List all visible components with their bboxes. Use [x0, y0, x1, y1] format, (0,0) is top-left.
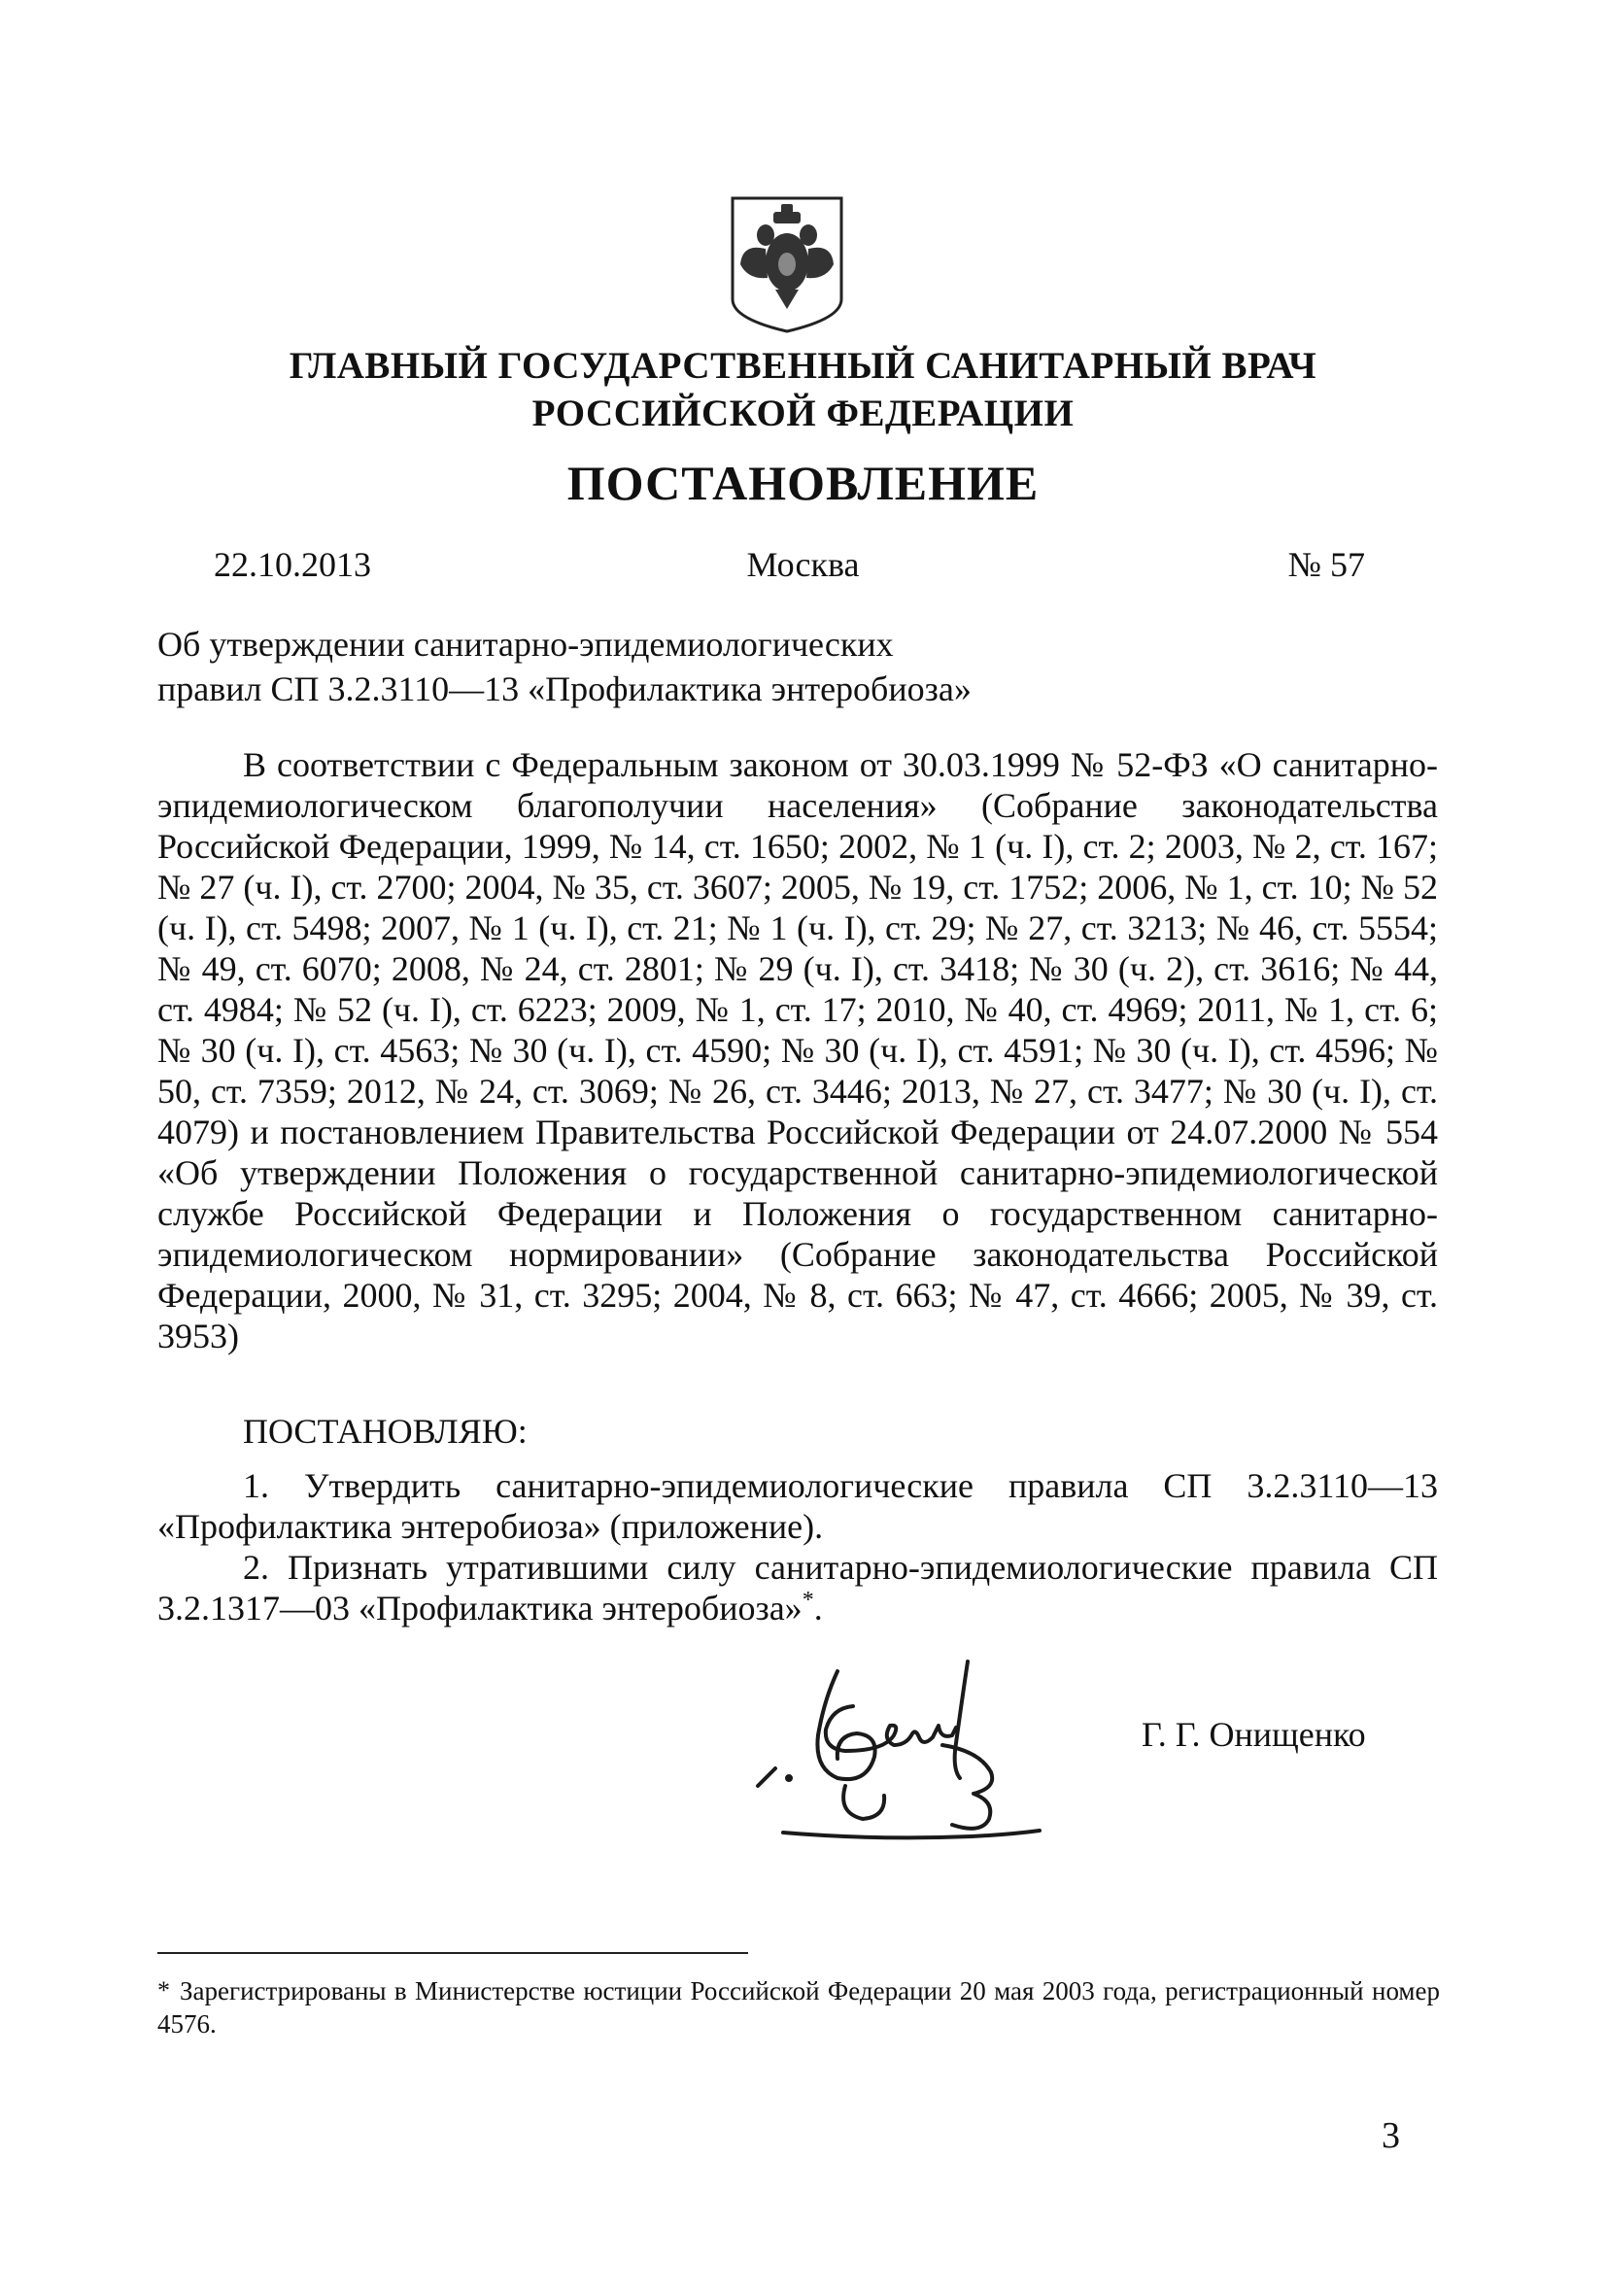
document-city: Москва — [746, 545, 860, 584]
double-headed-eagle-icon — [729, 194, 845, 335]
authority-line-1: ГЛАВНЫЙ ГОСУДАРСТВЕННЫЙ САНИТАРНЫЙ ВРАЧ — [289, 345, 1317, 387]
footnote-text: Зарегистрированы в Министерстве юстиции Российской Федерации 20 мая 2003 года, регистрационный номер 4576. — [157, 1976, 1440, 2039]
preamble-paragraph: В соответствии с Федеральным законом от 30.03.1999 № 52-ФЗ «О санитарно-эпидемиологическом благополучии населения» (Собрание законодательства Российской Федерации, 1999, № 14, ст. 1650; 2002, № 1 (ч. I), ст. 2; 2003, № 2, ст. 167; № 27 (ч. I), ст. 2700; 2004, № 35, ст. 3607; 2005, № 19, ст. 1752; 2006, № 1, ст. 10; № 52 (ч. I), ст. 5498; 2007, № 1 (ч. I), ст. 21; № 1 (ч. I), ст. 29; № 27, ст. 3213; № 46, ст. 5554; № 49, ст. 6070; 2008, № 24, ст. 2801; № 29 (ч. I), ст. 3418; № 30 (ч. 2), ст. 3616; № 44, ст. 4984; № 52 (ч. I), ст. 6223; 2009, № 1, ст. 17; 2010, № 40, ст. 4969; 2011, № 1, ст. 6; № 30 (ч. I), ст. 4563; № 30 (ч. I), ст. 4590; № 30 (ч. I), ст. 4591; № 30 (ч. I), ст. 4596; № 50, ст. 7359; 2012, № 24, ст. 3069; № 26, ст. 3446; 2013, № 27, ст. 3477; № 30 (ч. I), ст. 4079) и постановлением Правительства Российской Федерации от 24.07.2000 № 554 «Об утверждении Положения о государственной санитарно-эпидемиологической службе Российской Федерации и Положения о государственном санитарно-эпидемиологическом нормировании» (Собрание законодательства Российской Федерации, 2000, № 31, ст. 3295; 2004, № 8, ст. 663; № 47, ст. 4666; 2005, № 39, ст. 3953) — [157, 745, 1438, 1355]
decree-item-2-end: . — [813, 1589, 823, 1628]
document-type-title: ПОСТАНОВЛЕНИЕ — [566, 456, 1040, 510]
footnote — [157, 1974, 1440, 2040]
document-date: 22.10.2013 — [214, 545, 371, 584]
footnote-mark: * — [157, 1976, 170, 2005]
issuing-authority — [0, 342, 1606, 437]
signer-name: Г. Г. Онищенко — [1142, 1715, 1366, 1754]
subject-line-1: Об утверждении санитарно-эпидемиологических — [157, 625, 894, 664]
page-number: 3 — [1382, 2115, 1400, 2156]
decree-heading: ПОСТАНОВЛЯЮ: — [243, 1412, 528, 1451]
decree-item-2 — [157, 1547, 1438, 1628]
footnote-reference-mark: * — [802, 1588, 814, 1613]
authority-line-2: РОССИЙСКОЙ ФЕДЕРАЦИИ — [531, 393, 1075, 434]
handwritten-signature-icon — [748, 1642, 1049, 1846]
decree-item-1: 1. Утвердить санитарно-эпидемиологические правила СП 3.2.3110—13 «Профилактика энтеробиоза» (приложение). — [157, 1466, 1438, 1546]
document-number: № 57 — [1287, 545, 1365, 584]
document-subject — [157, 622, 1226, 711]
footnote-divider — [157, 1952, 748, 1954]
decree-item-2-text: 2. Признать утратившими силу санитарно-эпидемиологические правила СП 3.2.1317—03 «Профилактика энтеробиоза» — [157, 1548, 1438, 1628]
subject-line-2: правил СП 3.2.3110—13 «Профилактика энтеробиоза» — [157, 669, 972, 708]
